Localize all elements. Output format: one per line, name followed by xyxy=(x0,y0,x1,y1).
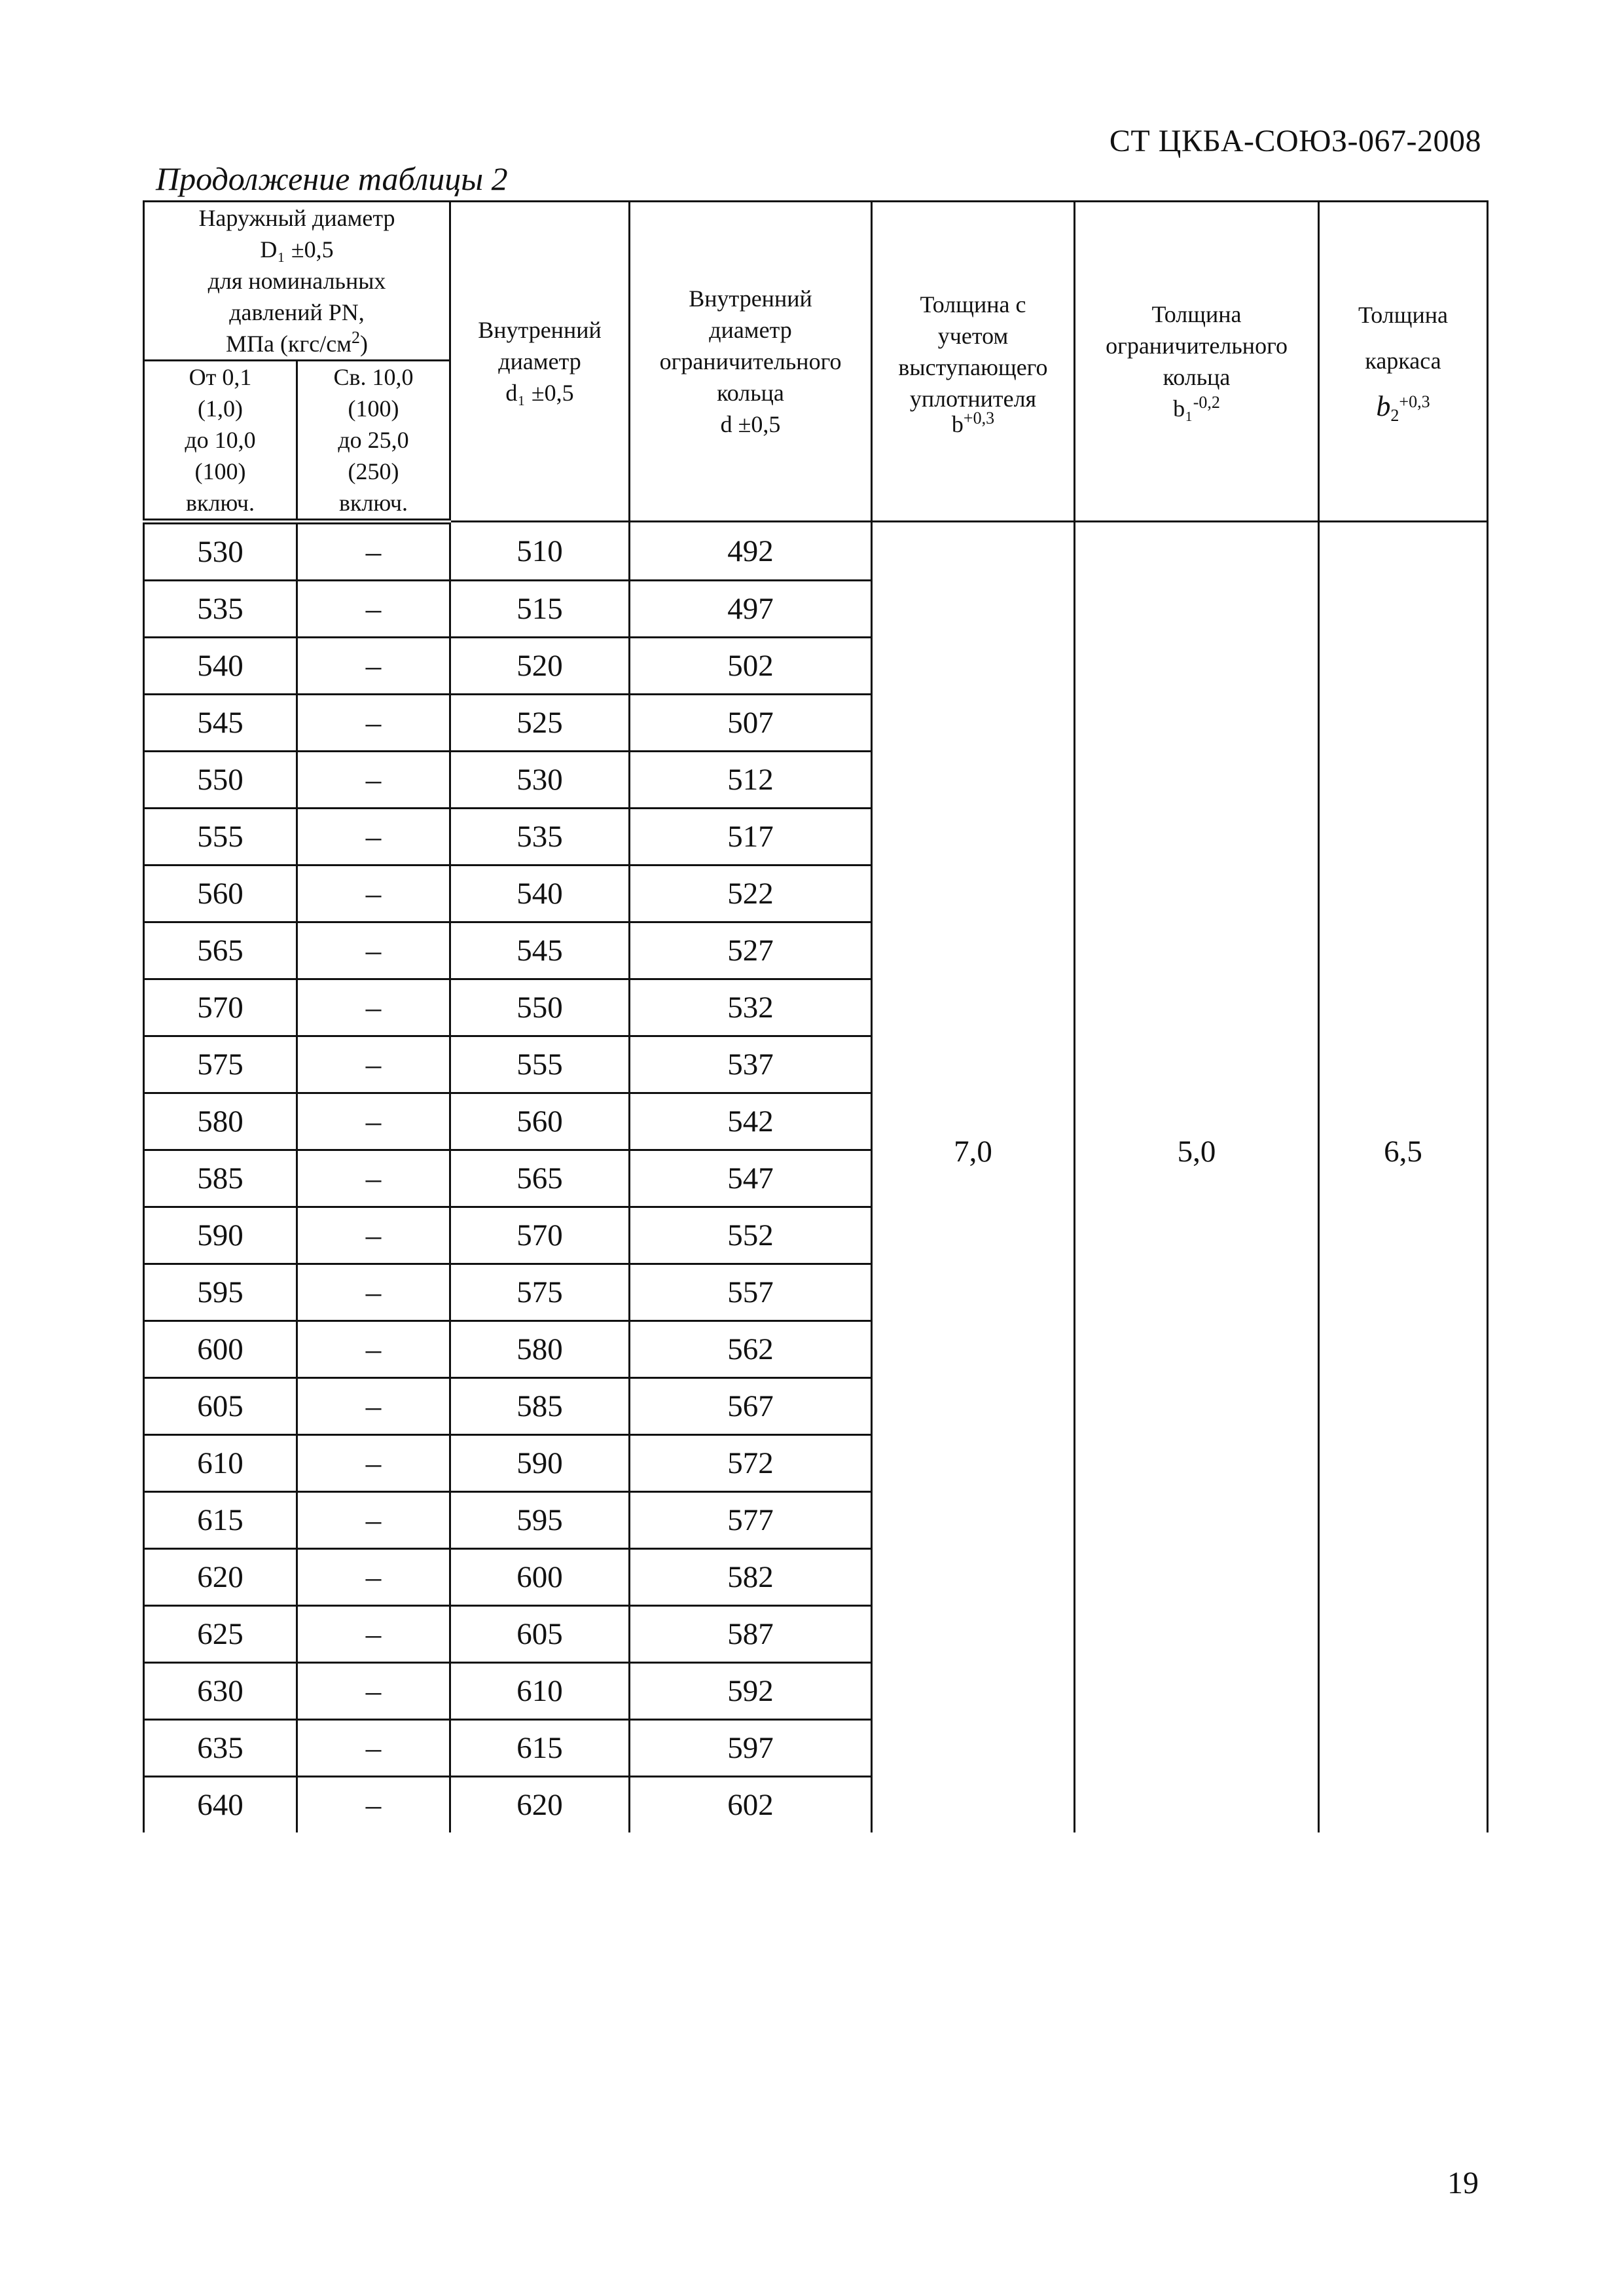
inner-diameter-cell: 540 xyxy=(450,866,630,922)
inner-diameter-cell: 560 xyxy=(450,1093,630,1150)
ring-inner-diameter-cell: 552 xyxy=(630,1207,872,1264)
outer-diameter-high-cell: – xyxy=(297,581,450,638)
outer-diameter-high-cell: – xyxy=(297,1036,450,1093)
outer-diameter-high-cell: – xyxy=(297,1492,450,1549)
outer-diameter-high-cell: – xyxy=(297,522,450,581)
outer-diameter-high-cell: – xyxy=(297,1093,450,1150)
page-number: 19 xyxy=(1447,2166,1479,2200)
inner-diameter-header: Внутренний диаметр d₁ ±0,5 xyxy=(450,202,630,522)
outer-diameter-header: Наружный диаметр D₁ ±0,5 для номинальных давлений PN, МПа $(кгс/см^2)$ xyxy=(144,202,450,361)
ring-inner-diameter-cell: 532 xyxy=(630,979,872,1036)
outer-diameter-low-cell: 595 xyxy=(144,1264,297,1321)
outer-diameter-high-cell: – xyxy=(297,1207,450,1264)
outer-diameter-high-cell: – xyxy=(297,1663,450,1720)
thickness-header: Толщина с учетом выступающего уплотнителя $b^{+0,3}$ xyxy=(872,202,1075,522)
outer-diameter-low-cell: 530 xyxy=(144,522,297,581)
outer-diameter-high-cell: – xyxy=(297,922,450,979)
outer-diameter-high-cell: – xyxy=(297,1264,450,1321)
inner-diameter-cell: 590 xyxy=(450,1435,630,1492)
table-caption: Продолжение таблицы 2 xyxy=(156,160,508,197)
inner-diameter-cell: 570 xyxy=(450,1207,630,1264)
inner-diameter-cell: 605 xyxy=(450,1606,630,1663)
ring-inner-diameter-cell: 512 xyxy=(630,752,872,809)
inner-diameter-cell: 585 xyxy=(450,1378,630,1435)
ring-inner-diameter-cell: 577 xyxy=(630,1492,872,1549)
inner-diameter-cell: 615 xyxy=(450,1720,630,1777)
ring-inner-diameter-cell: 527 xyxy=(630,922,872,979)
outer-diameter-low-pressure-header: От 0,1 (1,0) до 10,0 (100) включ. xyxy=(144,361,297,522)
dimensions-table xyxy=(143,200,1489,1832)
outer-diameter-low-cell: 550 xyxy=(144,752,297,809)
outer-diameter-low-cell: 585 xyxy=(144,1150,297,1207)
inner-diameter-cell: 580 xyxy=(450,1321,630,1378)
inner-diameter-cell: 510 xyxy=(450,522,630,581)
ring-inner-diameter-cell: 587 xyxy=(630,1606,872,1663)
ring-thickness-header: Толщина ограничительного кольца b₁$^{-0,2}$ xyxy=(1075,202,1319,522)
inner-diameter-cell: 620 xyxy=(450,1777,630,1833)
outer-diameter-high-cell: – xyxy=(297,695,450,752)
ring-inner-diameter-cell: 537 xyxy=(630,1036,872,1093)
inner-diameter-cell: 600 xyxy=(450,1549,630,1606)
outer-diameter-low-cell: 610 xyxy=(144,1435,297,1492)
inner-diameter-cell: 520 xyxy=(450,638,630,695)
ring-inner-diameter-cell: 572 xyxy=(630,1435,872,1492)
outer-diameter-high-cell: – xyxy=(297,752,450,809)
outer-diameter-high-pressure-header: Св. 10,0 (100) до 25,0 (250) включ. xyxy=(297,361,450,522)
ring-inner-diameter-header: Внутренний диаметр ограничительного кольца d ±0,5 xyxy=(630,202,872,522)
inner-diameter-cell: 535 xyxy=(450,809,630,866)
outer-diameter-high-cell: – xyxy=(297,1777,450,1833)
ring-inner-diameter-cell: 592 xyxy=(630,1663,872,1720)
table-row xyxy=(144,522,1488,581)
outer-diameter-low-cell: 605 xyxy=(144,1378,297,1435)
outer-diameter-low-cell: 560 xyxy=(144,866,297,922)
ring-inner-diameter-cell: 502 xyxy=(630,638,872,695)
ring-inner-diameter-cell: 492 xyxy=(630,522,872,581)
inner-diameter-cell: 610 xyxy=(450,1663,630,1720)
outer-diameter-low-cell: 555 xyxy=(144,809,297,866)
outer-diameter-high-cell: – xyxy=(297,1321,450,1378)
outer-diameter-high-cell: – xyxy=(297,1435,450,1492)
outer-diameter-low-cell: 590 xyxy=(144,1207,297,1264)
outer-diameter-high-cell: – xyxy=(297,1150,450,1207)
inner-diameter-cell: 555 xyxy=(450,1036,630,1093)
ring-inner-diameter-cell: 582 xyxy=(630,1549,872,1606)
ring-inner-diameter-cell: 507 xyxy=(630,695,872,752)
outer-diameter-low-cell: 620 xyxy=(144,1549,297,1606)
outer-diameter-low-cell: 540 xyxy=(144,638,297,695)
outer-diameter-high-cell: – xyxy=(297,1606,450,1663)
outer-diameter-high-cell: – xyxy=(297,809,450,866)
ring-thickness-value: 5,0 xyxy=(1075,522,1319,1833)
document-code: СТ ЦКБА-СОЮЗ-067-2008 xyxy=(1109,124,1481,158)
ring-inner-diameter-cell: 522 xyxy=(630,866,872,922)
inner-diameter-cell: 515 xyxy=(450,581,630,638)
outer-diameter-low-cell: 630 xyxy=(144,1663,297,1720)
thickness-value: 7,0 xyxy=(872,522,1075,1833)
outer-diameter-low-cell: 575 xyxy=(144,1036,297,1093)
ring-inner-diameter-cell: 557 xyxy=(630,1264,872,1321)
ring-inner-diameter-cell: 517 xyxy=(630,809,872,866)
outer-diameter-low-cell: 545 xyxy=(144,695,297,752)
outer-diameter-low-cell: 535 xyxy=(144,581,297,638)
inner-diameter-cell: 525 xyxy=(450,695,630,752)
outer-diameter-high-cell: – xyxy=(297,1378,450,1435)
outer-diameter-low-cell: 635 xyxy=(144,1720,297,1777)
outer-diameter-low-cell: 640 xyxy=(144,1777,297,1833)
inner-diameter-cell: 575 xyxy=(450,1264,630,1321)
ring-inner-diameter-cell: 562 xyxy=(630,1321,872,1378)
frame-thickness-header: Толщина каркаса $b_2^{+0,3}$ xyxy=(1319,202,1488,522)
frame-thickness-value: 6,5 xyxy=(1319,522,1488,1833)
outer-diameter-high-cell: – xyxy=(297,1549,450,1606)
inner-diameter-cell: 595 xyxy=(450,1492,630,1549)
ring-inner-diameter-cell: 542 xyxy=(630,1093,872,1150)
ring-inner-diameter-cell: 567 xyxy=(630,1378,872,1435)
outer-diameter-low-cell: 600 xyxy=(144,1321,297,1378)
ring-inner-diameter-cell: 597 xyxy=(630,1720,872,1777)
ring-inner-diameter-cell: 602 xyxy=(630,1777,872,1833)
outer-diameter-low-cell: 625 xyxy=(144,1606,297,1663)
outer-diameter-high-cell: – xyxy=(297,638,450,695)
inner-diameter-cell: 530 xyxy=(450,752,630,809)
ring-inner-diameter-cell: 497 xyxy=(630,581,872,638)
outer-diameter-low-cell: 615 xyxy=(144,1492,297,1549)
inner-diameter-cell: 550 xyxy=(450,979,630,1036)
ring-inner-diameter-cell: 547 xyxy=(630,1150,872,1207)
outer-diameter-high-cell: – xyxy=(297,979,450,1036)
outer-diameter-high-cell: – xyxy=(297,1720,450,1777)
inner-diameter-cell: 565 xyxy=(450,1150,630,1207)
outer-diameter-low-cell: 580 xyxy=(144,1093,297,1150)
inner-diameter-cell: 545 xyxy=(450,922,630,979)
outer-diameter-high-cell: – xyxy=(297,866,450,922)
outer-diameter-low-cell: 570 xyxy=(144,979,297,1036)
outer-diameter-low-cell: 565 xyxy=(144,922,297,979)
